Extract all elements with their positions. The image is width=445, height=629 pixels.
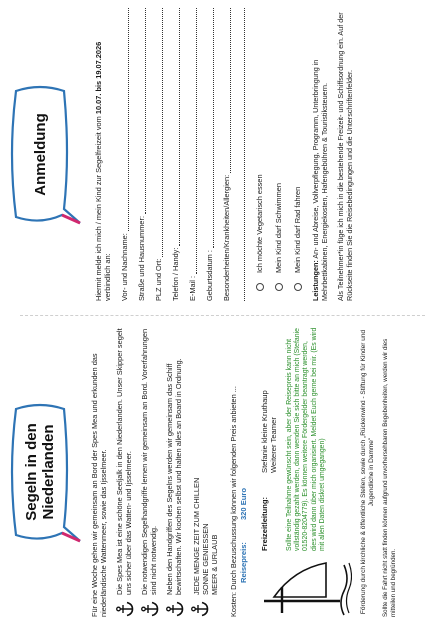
registration-bubble (10, 80, 82, 230)
radio-circle-icon[interactable] (256, 283, 264, 291)
list-item (190, 327, 219, 617)
participant-note (337, 8, 354, 301)
field-label: E-Mail : (188, 275, 197, 301)
option-vegetarian[interactable] (255, 8, 264, 301)
intro-end: verbindlich an: (103, 253, 112, 301)
field-line[interactable] (206, 8, 214, 248)
support-note: Sollte eine Teilnahme gewünscht sein, aber der Reisepreis kann nicht vollständig gezahlt werden, dann wenden Sie sich bitte an mich (Stefanie 01520-8204779). Es können weitere Fördergelder beantragt werden, dies wird dann über mich organisiert. Meldet Euch gerne bei mir. (Es wird mit allen Daten diskret umgegangen) (286, 327, 326, 551)
registration-title: Anmeldung (31, 113, 49, 196)
services-text (312, 8, 329, 301)
option-swim[interactable] (274, 8, 283, 301)
list-item (140, 327, 159, 617)
birthdate-field[interactable] (205, 8, 214, 301)
leader-name: Stefanie kleine Kruthaup (260, 390, 269, 473)
list-item (115, 327, 134, 617)
chill-lines (192, 478, 219, 595)
name-field[interactable] (120, 8, 129, 301)
field-line[interactable] (121, 8, 129, 231)
city-field[interactable] (154, 8, 163, 301)
option-label: Mein Kind darf Rad fahren (293, 186, 302, 273)
feature-list (115, 327, 219, 617)
registration-panel (0, 0, 445, 313)
title-bubble (10, 397, 82, 547)
cancellation-note: Sollte die Fahrt nicht statt finden können aufgrund unvorhersehbaren Begebenheiten, werden wir dies mitteilen und begründen. (382, 338, 397, 617)
email-field[interactable] (188, 8, 197, 301)
chill-line: SONNE GENIESSEN (201, 523, 210, 595)
price-label: Reisepreis: (239, 542, 248, 583)
trip-title: Segeln in den Niederlanden (23, 423, 57, 521)
leadership-body (260, 327, 352, 551)
field-line[interactable] (189, 8, 197, 274)
chill-line: JEDE MENGE ZEIT ZUM CHILLEN (192, 477, 201, 595)
list-item (165, 327, 184, 617)
field-label: PLZ und Ort: (154, 258, 163, 301)
intro-lead: Hiermit melde ich mich / mein Kind zur Segelfreizeit vom (94, 116, 103, 301)
funding-note: Förderung durch kirchliche & öffentliche Stellen, sowie durch „Rückenwind - Stiftung für Kinder und Jugendliche in Damme" (360, 329, 375, 615)
option-bike[interactable] (293, 8, 302, 301)
radio-circle-icon[interactable] (275, 283, 283, 291)
field-line[interactable] (172, 8, 180, 246)
fold-divider (20, 315, 425, 316)
intro-text: Für eine Woche gehen wir gemeinsam an Bord der Spes Mea und erkunden das niederländische Wattenmeer, sowie das Ijsselmeer. (90, 353, 108, 617)
field-line[interactable] (223, 8, 231, 173)
services-body: An- und Abreise, Vollverpflegung, Programm, Unterbringung in Mehrbettkabinen, Energiekosten, Hafengebühren & Touristiksteuern. (311, 59, 329, 301)
trip-dates: 10.07. bis 19.07.2026 (94, 41, 103, 115)
field-label: Straße und Hausnummer: (137, 215, 146, 301)
anchor-icon (191, 601, 209, 617)
option-label: Ich möchte Vegetarisch essen (255, 174, 264, 273)
registration-intro (94, 8, 112, 301)
leadership-label: Freizeitleitung: (260, 496, 269, 551)
field-line[interactable] (138, 8, 146, 214)
list-item-text: Neben den Handgriffen des Segelns werden wir gemeinsam das Schiff bewirtschaften. Wir kochen selbst und halten alles an Board in Ordnung. (165, 358, 183, 595)
street-field[interactable] (137, 8, 146, 301)
field-label: Telefon / Handy: (171, 247, 180, 301)
anchor-icon (141, 601, 159, 617)
list-item-text: Die Spes Mea ist eine schöne Seeljalk in den Niederlanden. Unser Skipper segelt uns sicher über das Watten- und Ijsselmeer. (115, 328, 133, 595)
participant-line-2: Auf der Rückseite finden Sie die Reisebedingungen und die Unterschriftenfelder. (336, 12, 354, 301)
phone-field[interactable] (171, 8, 180, 301)
price-line (239, 327, 248, 617)
special-needs-field[interactable] (222, 8, 231, 301)
radio-circle-icon[interactable] (294, 283, 302, 291)
cost-text: Kosten: Durch Bezuschussung können wir folgenden Preis anbieten ... (229, 386, 238, 617)
field-label: Vor- und Nachname: (120, 233, 129, 301)
participant-line-1: Als Teilnehmer*in füge ich mich in die bestehende Freizeit- und Schiffsordnung ein. (336, 37, 346, 301)
special-needs-extra-line[interactable] (235, 8, 245, 301)
leader-list (260, 390, 278, 473)
field-label: Besonderheiten/Krankheiten/Allergien: (222, 174, 231, 301)
list-item-text: Die notwendigen Segelhandgriffe lernen wir gemeinsam an Bord. Vorerfahrungen sind nicht notwendig. (140, 328, 158, 595)
chill-line: MEER & URLAUB (210, 534, 219, 595)
leader-name: Weiterer Teamer (269, 417, 278, 473)
cross-sail-logo (260, 559, 352, 617)
field-label: Geburtsdatum : (205, 250, 214, 301)
field-line[interactable] (155, 8, 163, 257)
services-label: Leistungen: (311, 260, 320, 301)
info-panel (0, 317, 445, 629)
anchor-icon (166, 601, 184, 617)
price-value: 320 Euro (239, 487, 248, 521)
option-label: Mein Kind darf Schwimmen (274, 183, 283, 273)
anchor-icon (116, 601, 134, 617)
leadership-section (260, 327, 352, 617)
